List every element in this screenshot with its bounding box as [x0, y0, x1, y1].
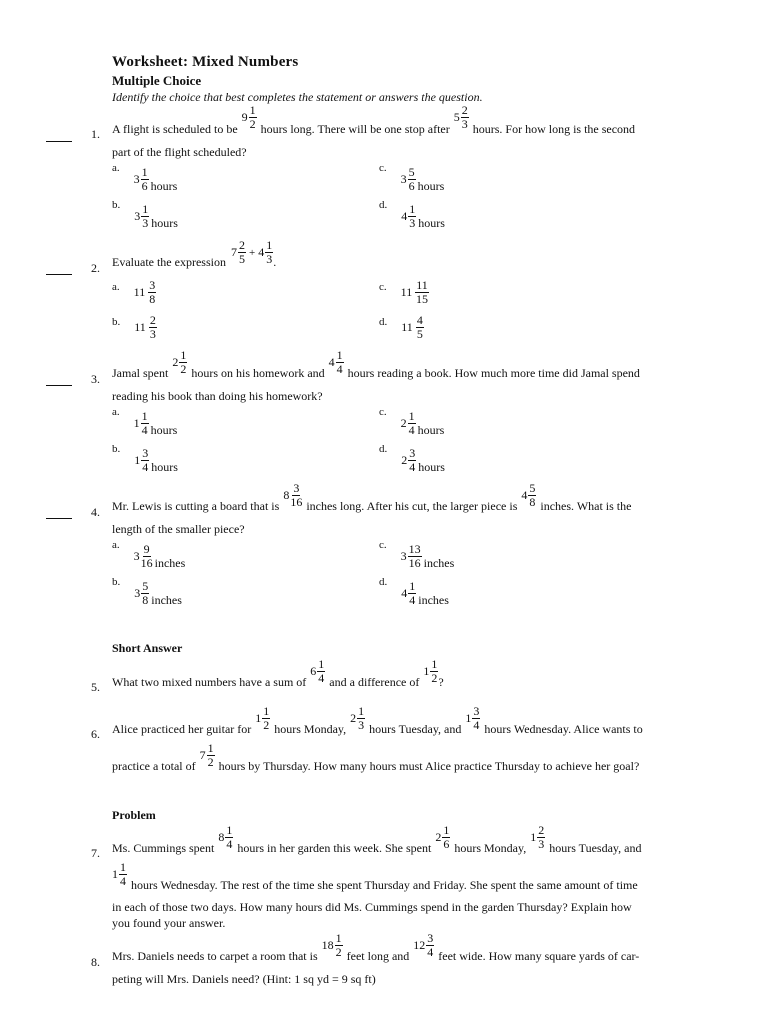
- answer-blank-3[interactable]: [46, 385, 72, 386]
- question-number-7: 7.: [91, 846, 100, 860]
- question-7-line2: 1 $\frac{1}{4}$ hours Wednesday. The rest of the time she spent Thursday and Friday. She spent the same amount of time: [112, 860, 638, 892]
- question-number-6: 6.: [91, 727, 100, 741]
- q3-choice-c[interactable]: c. 2 $\frac{1}{4}$ hours: [379, 406, 445, 437]
- q6-mixed-4: 7 $\frac{1}{2}$: [199, 741, 214, 769]
- q6-mixed-2: 2 $\frac{1}{3}$: [350, 704, 365, 732]
- mc-instructions: Identify the choice that best completes the statement or answers the question.: [112, 90, 483, 104]
- worksheet-title: Worksheet: Mixed Numbers: [112, 54, 299, 70]
- q1-text-c: hours. For how long is the second: [472, 122, 636, 136]
- q2-mixed-2: 4 $\frac{1}{3}$: [258, 238, 273, 266]
- q8-mixed-1: 18 $\frac{1}{2}$: [321, 931, 342, 959]
- problem-heading: Problem: [112, 808, 156, 822]
- q1-text-b: hours long. There will be one stop after: [260, 122, 450, 136]
- q4-choice-b[interactable]: b. 3 $\frac{5}{8}$ inches: [112, 576, 182, 607]
- q7-mixed-3: 1 $\frac{2}{3}$: [530, 823, 545, 851]
- question-4-line1: Mr. Lewis is cutting a board that is 8 $\frac{3}{16}$ inches long. After his cut, the larger piece is 4 $\frac{5}{8}$ inches. What is the: [112, 481, 632, 513]
- q2-mixed-1: 7 $\frac{2}{5}$: [230, 238, 245, 266]
- q2-choice-c[interactable]: c. 11 $\frac{11}{15}$: [379, 278, 428, 306]
- mc-heading: Multiple Choice: [112, 73, 202, 88]
- q5-mixed-2: 1 $\frac{1}{2}$: [423, 657, 438, 685]
- question-number-4: 4.: [91, 505, 100, 519]
- q1-choice-b[interactable]: b. 3 $\frac{1}{3}$ hours: [112, 199, 178, 230]
- q3-mixed-1: 2 $\frac{1}{2}$: [172, 348, 187, 376]
- q5-mixed-1: 6 $\frac{1}{4}$: [310, 657, 325, 685]
- q2-choice-d[interactable]: d. 11 $\frac{4}{5}$: [379, 313, 423, 341]
- q7-mixed-1: 8 $\frac{1}{4}$: [218, 823, 233, 851]
- question-number-8: 8.: [91, 955, 100, 969]
- q7-mixed-2: 2 $\frac{1}{6}$: [435, 823, 450, 851]
- q4-mixed-1: 8 $\frac{3}{16}$: [283, 481, 303, 509]
- q1-choice-c[interactable]: c. 3 $\frac{5}{6}$ hours: [379, 162, 445, 193]
- q2-choice-a[interactable]: a. 11 $\frac{3}{8}$: [112, 278, 156, 306]
- q2-choice-b[interactable]: b. 11 $\frac{2}{3}$: [112, 313, 156, 341]
- answer-blank-1[interactable]: [46, 141, 72, 142]
- q3-mixed-2: 4 $\frac{1}{4}$: [328, 348, 343, 376]
- question-4-line2: length of the smaller piece?: [112, 522, 245, 536]
- q4-choice-d[interactable]: d. 4 $\frac{1}{4}$ inches: [379, 576, 449, 607]
- q3-choice-a[interactable]: a. 1 $\frac{1}{4}$ hours: [112, 406, 178, 437]
- question-number-2: 2.: [91, 261, 100, 275]
- q7-mixed-4: 1 $\frac{1}{4}$: [112, 860, 126, 888]
- question-number-3: 3.: [91, 372, 100, 386]
- answer-blank-4[interactable]: [46, 518, 72, 519]
- question-2-line1: Evaluate the expression 7 $\frac{2}{5}$ + 4 $\frac{1}{3}$ .: [112, 238, 277, 269]
- question-6-line1: Alice practiced her guitar for 1 $\frac{1}{2}$ hours Monday, 2 $\frac{1}{3}$ hours Tuesday, and 1 $\frac{3}{4}$ hours Wednesday. Alice wants to: [112, 704, 643, 736]
- q1-mixed-1: 9 $\frac{1}{2}$: [241, 103, 256, 131]
- question-7-line4: you found your answer.: [112, 916, 226, 930]
- q3-choice-b[interactable]: b. 1 $\frac{3}{4}$ hours: [112, 443, 178, 474]
- q1-text-a: A flight is scheduled to be: [112, 122, 238, 136]
- question-number-5: 5.: [91, 680, 100, 694]
- q6-mixed-3: 1 $\frac{3}{4}$: [465, 704, 480, 732]
- question-7-line3: in each of those two days. How many hours did Ms. Cummings spend in the garden Thursday? Explain how: [112, 900, 632, 914]
- q4-choice-a[interactable]: a. 3 $\frac{9}{16}$ inches: [112, 539, 186, 570]
- q1-mixed-2: 5 $\frac{2}{3}$: [453, 103, 468, 131]
- short-answer-heading: Short Answer: [112, 641, 183, 655]
- q3-choice-d[interactable]: d. 2 $\frac{3}{4}$ hours: [379, 443, 445, 474]
- question-5: What two mixed numbers have a sum of 6 $\frac{1}{4}$ and a difference of 1 $\frac{1}{2}$ ?: [112, 657, 444, 689]
- question-1-line1: [112, 103, 636, 136]
- q6-mixed-1: 1 $\frac{1}{2}$: [255, 704, 270, 732]
- question-1-line2: part of the flight scheduled?: [112, 145, 247, 159]
- question-8-line2: peting will Mrs. Daniels need? (Hint: 1 sq yd = 9 sq ft): [112, 972, 376, 986]
- q4-mixed-2: 4 $\frac{5}{8}$: [521, 481, 536, 509]
- q8-mixed-2: 12 $\frac{3}{4}$: [413, 931, 434, 959]
- question-6-line2: practice a total of 7 $\frac{1}{2}$ hours by Thursday. How many hours must Alice practice Thursday to achieve her goal?: [112, 741, 640, 773]
- question-number-1: 1.: [91, 127, 100, 141]
- question-3-line1: Jamal spent 2 $\frac{1}{2}$ hours on his homework and 4 $\frac{1}{4}$ hours reading a book. How much more time did Jamal spend: [112, 348, 640, 380]
- answer-blank-2[interactable]: [46, 274, 72, 275]
- q1-choice-d[interactable]: d. 4 $\frac{1}{3}$ hours: [379, 199, 445, 230]
- q4-choice-c[interactable]: c. 3 $\frac{13}{16}$ inches: [379, 539, 455, 570]
- question-3-line2: reading his book than doing his homework?: [112, 389, 323, 403]
- q1-choice-a[interactable]: a. 3 $\frac{1}{6}$ hours: [112, 162, 178, 193]
- question-7-line1: Ms. Cummings spent 8 $\frac{1}{4}$ hours in her garden this week. She spent 2 $\frac{1}{6}$ hours Monday, 1 $\frac{2}{3}$ hours Tuesday, and: [112, 823, 642, 855]
- question-8-line1: Mrs. Daniels needs to carpet a room that is 18 $\frac{1}{2}$ feet long and 12 $\frac{3}{4}$ feet wide. How many square yards of car-: [112, 931, 640, 963]
